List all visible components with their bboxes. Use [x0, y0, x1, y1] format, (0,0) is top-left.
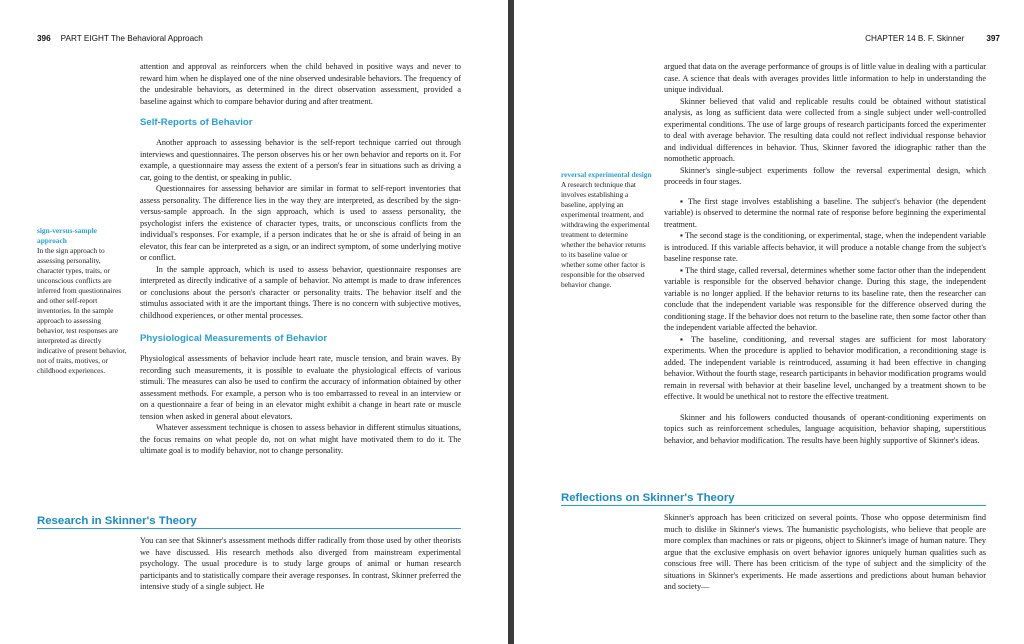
right-body-top: [664, 61, 986, 446]
left-body-top: [140, 61, 461, 457]
right-paragraph-2: Skinner believed that valid and replicable results could be obtained without statistical analysis, as long as sufficient data were collected from a single subject under well-controlled experimental conditions. The use of large groups of research participants forced the experimenter to deal with average behavior. The resulting data could not reflect individual response behavior and individual differences in behavior. Thus, Skinner favored the idiographic rather than the nomothetic approach.: [664, 96, 986, 163]
page-number: 396: [37, 34, 51, 43]
glossary-definition: In the sign approach to assessing personality, character types, traits, or unconscious conflicts are inferred from questionnaires and other self-report inventories. In the sample approach to assessing behavior, test responses are interpreted as directly indicative of present behavior, not of traits, motives, or childhood experiences.: [37, 246, 127, 375]
self-reports-paragraph-2: Questionnaires for assessing behavior are similar in format to self-report inventories that assess personality. The difference lies in the way they are interpreted, as described by the sign-versus-sample approach. In the sign approach, which is used to assess personality, the psychologist infers the existence of character types, traits, or unconscious conflicts from the individual's responses. For example, if a person indicates that he or she is afraid of being in an elevator, this fear can be interpreted as a sign, or an indirect symptom, of some underlying motive or conflict.: [140, 184, 461, 262]
left-body-bottom: [140, 535, 461, 593]
stage-bullet-baseline: ▪ The first stage involves establishing a baseline. The subject's behavior (the dependent variable) is observed to determine the normal rate of response before beginning the experimental treatment.: [664, 196, 986, 229]
page-number: 397: [986, 34, 1000, 43]
right-paragraph-4: Skinner and his followers conducted thousands of operant-conditioning experiments on topics such as reinforcement schedules, language acquisition, behavior shaping, superstitious behavior, and behavior modification. The results have been highly supportive of Skinner's ideas.: [664, 412, 986, 445]
intro-paragraph: attention and approval as reinforcers when the child behaved in positive ways and never to reward him when he displayed one of the nine observed undesirable behaviors. The frequency of the undesirable behaviors, as determined in the direct observation assessment, provided a baseline against which to compare behavior during and after treatment.: [140, 62, 461, 106]
left-page: [0, 0, 508, 644]
physiological-paragraph-2: Whatever assessment technique is chosen to assess behavior in different stimulus situations, the focus remains on what people do, not on what might have motivated them to do it. The ultimate goal is to modify behavior, not to change personality.: [140, 423, 461, 455]
physiological-paragraph-1: Physiological assessments of behavior include heart rate, muscle tension, and brain waves. By recording such measurements, it is possible to evaluate the physiological effects of various stimuli. The measures can also be used to confirm the accuracy of information obtained by other assessment methods. For example, a person who is too embarrassed to reveal in an interview or on a questionnaire a fear of being in an elevator might exhibit a change in heart rate or muscle tension when asked in general about elevators.: [140, 354, 461, 421]
section-heading-research: Research in Skinner's Theory: [37, 515, 461, 529]
self-reports-paragraph-1: Another approach to assessing behavior is the self-report technique carried out through interviews and questionnaires. The person observes his or her own behavior and reports on it. For example, a questionnaire may assess the extent of a person's fear in situations such as driving a car, going to the dentist, or speaking in public.: [140, 138, 461, 182]
glossary-term: reversal experimental design: [561, 170, 652, 179]
section-heading-self-reports: Self-Reports of Behavior: [140, 117, 253, 128]
glossary-term: sign-versus-sample approach: [37, 226, 97, 245]
stage-bullet-conditioning: ▪ The second stage is the conditioning, or experimental, stage, when the independent variable is introduced. If this variable affects behavior, it will produce a notable change from the subject's baseline response rate.: [664, 231, 986, 263]
self-reports-paragraph-3: In the sample approach, which is used to assess behavior, questionnaire responses are interpreted as directly indicative of a sample of behavior. No attempt is made to draw inferences or conclusions about the person's character or personality traits. The behavior itself and the stimulus associated with it are the important things. There is no concern with subjective motives, childhood experiences, or other mental processes.: [140, 264, 461, 320]
right-body-bottom: [664, 512, 986, 593]
right-folio: [865, 34, 1000, 43]
right-paragraph-3: Skinner's single-subject experiments follow the reversal experimental design, which proceeds in four stages.: [664, 165, 986, 186]
research-paragraph-1: You can see that Skinner's assessment methods differ radically from those used by other theorists we have discussed. His research methods also diverged from mainstream experimental psychology. The usual procedure is to study large groups of animal or human research participants and to statistically compare their average responses. In contrast, Skinner preferred the intensive study of a single subject. He: [140, 536, 462, 591]
right-paragraph-1: argued that data on the average performance of groups is of little value in dealing with a particular case. A science that deals with averages provides little information to help in understanding the unique individual.: [664, 62, 986, 94]
left-folio: [37, 34, 203, 43]
stage-bullet-reversal: ▪ The third stage, called reversal, determines whether some factor other than the independent variable is responsible for the observed behavior change. During this stage, the independent variable is no longer applied. If the behavior returns to its baseline rate, then the researcher can conclude that the independent variable was responsible for the difference observed during the conditioning stage. If the behavior does not return to the baseline rate, then some factor other than the independent variable affected the behavior.: [664, 265, 986, 332]
glossary-definition: A research technique that involves establishing a baseline, applying an experimental treatment, and withdrawing the experimental treatment to determine whether the behavior returns to its baseline value or whether some other factor is responsible for the observed behavior change.: [561, 180, 650, 289]
running-head: CHAPTER 14 B. F. Skinner: [865, 34, 965, 43]
section-heading-reflections: Reflections on Skinner's Theory: [561, 492, 986, 506]
right-margin-glossary: [561, 170, 653, 290]
right-page: [514, 0, 1024, 644]
left-margin-glossary: [37, 226, 127, 376]
stage-bullet-reconditioning: ▪ The baseline, conditioning, and reversal stages are sufficient for most laboratory experiments. When the procedure is applied to behavior modification, a reconditioning stage is added. The independent variable is reintroduced, assuming it had been effective in changing behavior. Without the fourth stage, research participants in behavior modification programs would remain in reversal with behavior at their baseline level, unchanged by a treatment shown to be effective. It would be unethical not to restore the effective treatment.: [664, 334, 986, 401]
running-head: PART EIGHT The Behavioral Approach: [60, 34, 203, 43]
section-heading-physiological: Physiological Measurements of Behavior: [140, 333, 328, 344]
reflections-paragraph-1: Skinner's approach has been criticized on several points. Those who oppose determinism find much to dislike in Skinner's views. The humanistic psychologists, who believe that people are more complex than machines or rats or pigeons, object to Skinner's image of human nature. They argue that the exclusive emphasis on overt behavior ignores uniquely human qualities such as conscious free will. There has been criticism of the type of subject and the simplicity of the situations in Skinner's experiments. He made assertions and predictions about human behavior and society—: [664, 513, 986, 591]
